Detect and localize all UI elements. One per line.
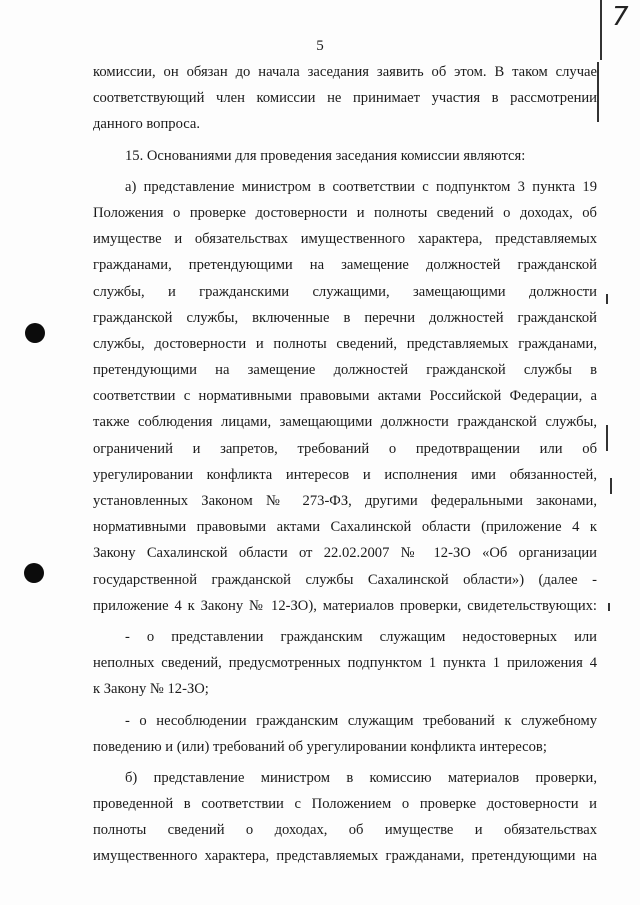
text-line: также соблюдения лицами, замещающими должности гражданской службы, bbox=[93, 414, 597, 431]
paragraph-15b bbox=[93, 765, 597, 870]
text-line: - о несоблюдении гражданским служащим требований к служебному bbox=[125, 712, 597, 729]
handwritten-page-number: 7 bbox=[612, 2, 629, 32]
text-line: соответствующий член комиссии не принимает участия в рассмотрении bbox=[93, 90, 597, 107]
margin-mark-right-2 bbox=[606, 294, 608, 304]
text-line: установленных Законом № 273-ФЗ, другими федеральными законами, bbox=[93, 493, 597, 509]
text-line: службы, достоверности и полноты сведений, представляемых гражданами, bbox=[93, 335, 597, 352]
text-line: ограничений и запретов, требований о предотвращении или об bbox=[93, 440, 597, 457]
margin-mark-right-1 bbox=[597, 62, 599, 122]
text-line: комиссии, он обязан до начала заседания заявить об этом. В таком случае bbox=[93, 64, 597, 80]
text-line: - о представлении гражданским служащим недостоверных или bbox=[125, 628, 597, 645]
text-line: нормативными правовыми актами Сахалинской области (приложение 4 к bbox=[93, 519, 597, 536]
text-line: 15. Основаниями для проведения заседания комиссии являются: bbox=[125, 147, 526, 164]
text-line: полноты сведений о доходах, об имуществе и обязательствах bbox=[93, 822, 597, 839]
text-line: государственной гражданской службы Сахалинской области») (далее - bbox=[93, 571, 597, 588]
text-line: гражданами, претендующими на замещение должностей гражданской bbox=[93, 257, 597, 274]
text-line: проведенной в соответствии с Положением о проверке достоверности и bbox=[93, 796, 597, 813]
margin-mark-right-3 bbox=[606, 425, 608, 451]
document-body bbox=[93, 59, 597, 870]
punch-hole-upper bbox=[25, 323, 45, 343]
margin-mark-right-5 bbox=[608, 603, 610, 611]
text-line: имущественного характера, представляемых гражданами, претендующими на bbox=[93, 848, 597, 865]
text-line: Положения о проверке достоверности и полноты сведений о доходах, об bbox=[93, 204, 597, 221]
paragraph-dash-2 bbox=[93, 708, 597, 760]
text-line: Закону Сахалинской области от 22.02.2007 № 12-ЗО «Об организации bbox=[93, 545, 597, 562]
margin-mark-right-4 bbox=[610, 478, 612, 494]
paragraph-15-heading bbox=[93, 143, 597, 169]
paragraph-continuation bbox=[93, 59, 597, 138]
text-line: соответствии с нормативными правовыми актами Российской Федерации, а bbox=[93, 388, 597, 405]
text-line: а) представление министром в соответствии с подпунктом 3 пункта 19 bbox=[125, 178, 597, 195]
text-line: неполных сведений, предусмотренных подпунктом 1 пункта 1 приложения 4 bbox=[93, 655, 597, 672]
text-line: к Закону № 12-ЗО; bbox=[93, 681, 209, 698]
punch-hole-lower bbox=[24, 563, 44, 583]
text-line: имуществе и обязательствах имущественного характера, представляемых bbox=[93, 231, 597, 248]
paragraph-dash-1 bbox=[93, 624, 597, 703]
text-line: данного вопроса. bbox=[93, 116, 201, 133]
text-line: урегулировании конфликта интересов и исполнения ими обязанностей, bbox=[93, 466, 597, 483]
text-line: поведению и (или) требований об урегулировании конфликта интересов; bbox=[93, 738, 547, 755]
text-line: б) представление министром в комиссию материалов проверки, bbox=[125, 769, 597, 786]
text-line: приложение 4 к Закону № 12-ЗО), материалов проверки, свидетельствующих: bbox=[93, 597, 597, 614]
text-line: службы, и гражданскими служащими, замещающими должности bbox=[93, 283, 597, 300]
text-line: гражданской службы, включенные в перечни должностей гражданской bbox=[93, 309, 597, 326]
page-number: 5 bbox=[316, 38, 324, 54]
text-line: претендующими на замещение должностей гражданской службы в bbox=[93, 362, 597, 379]
paragraph-15a bbox=[93, 174, 597, 619]
